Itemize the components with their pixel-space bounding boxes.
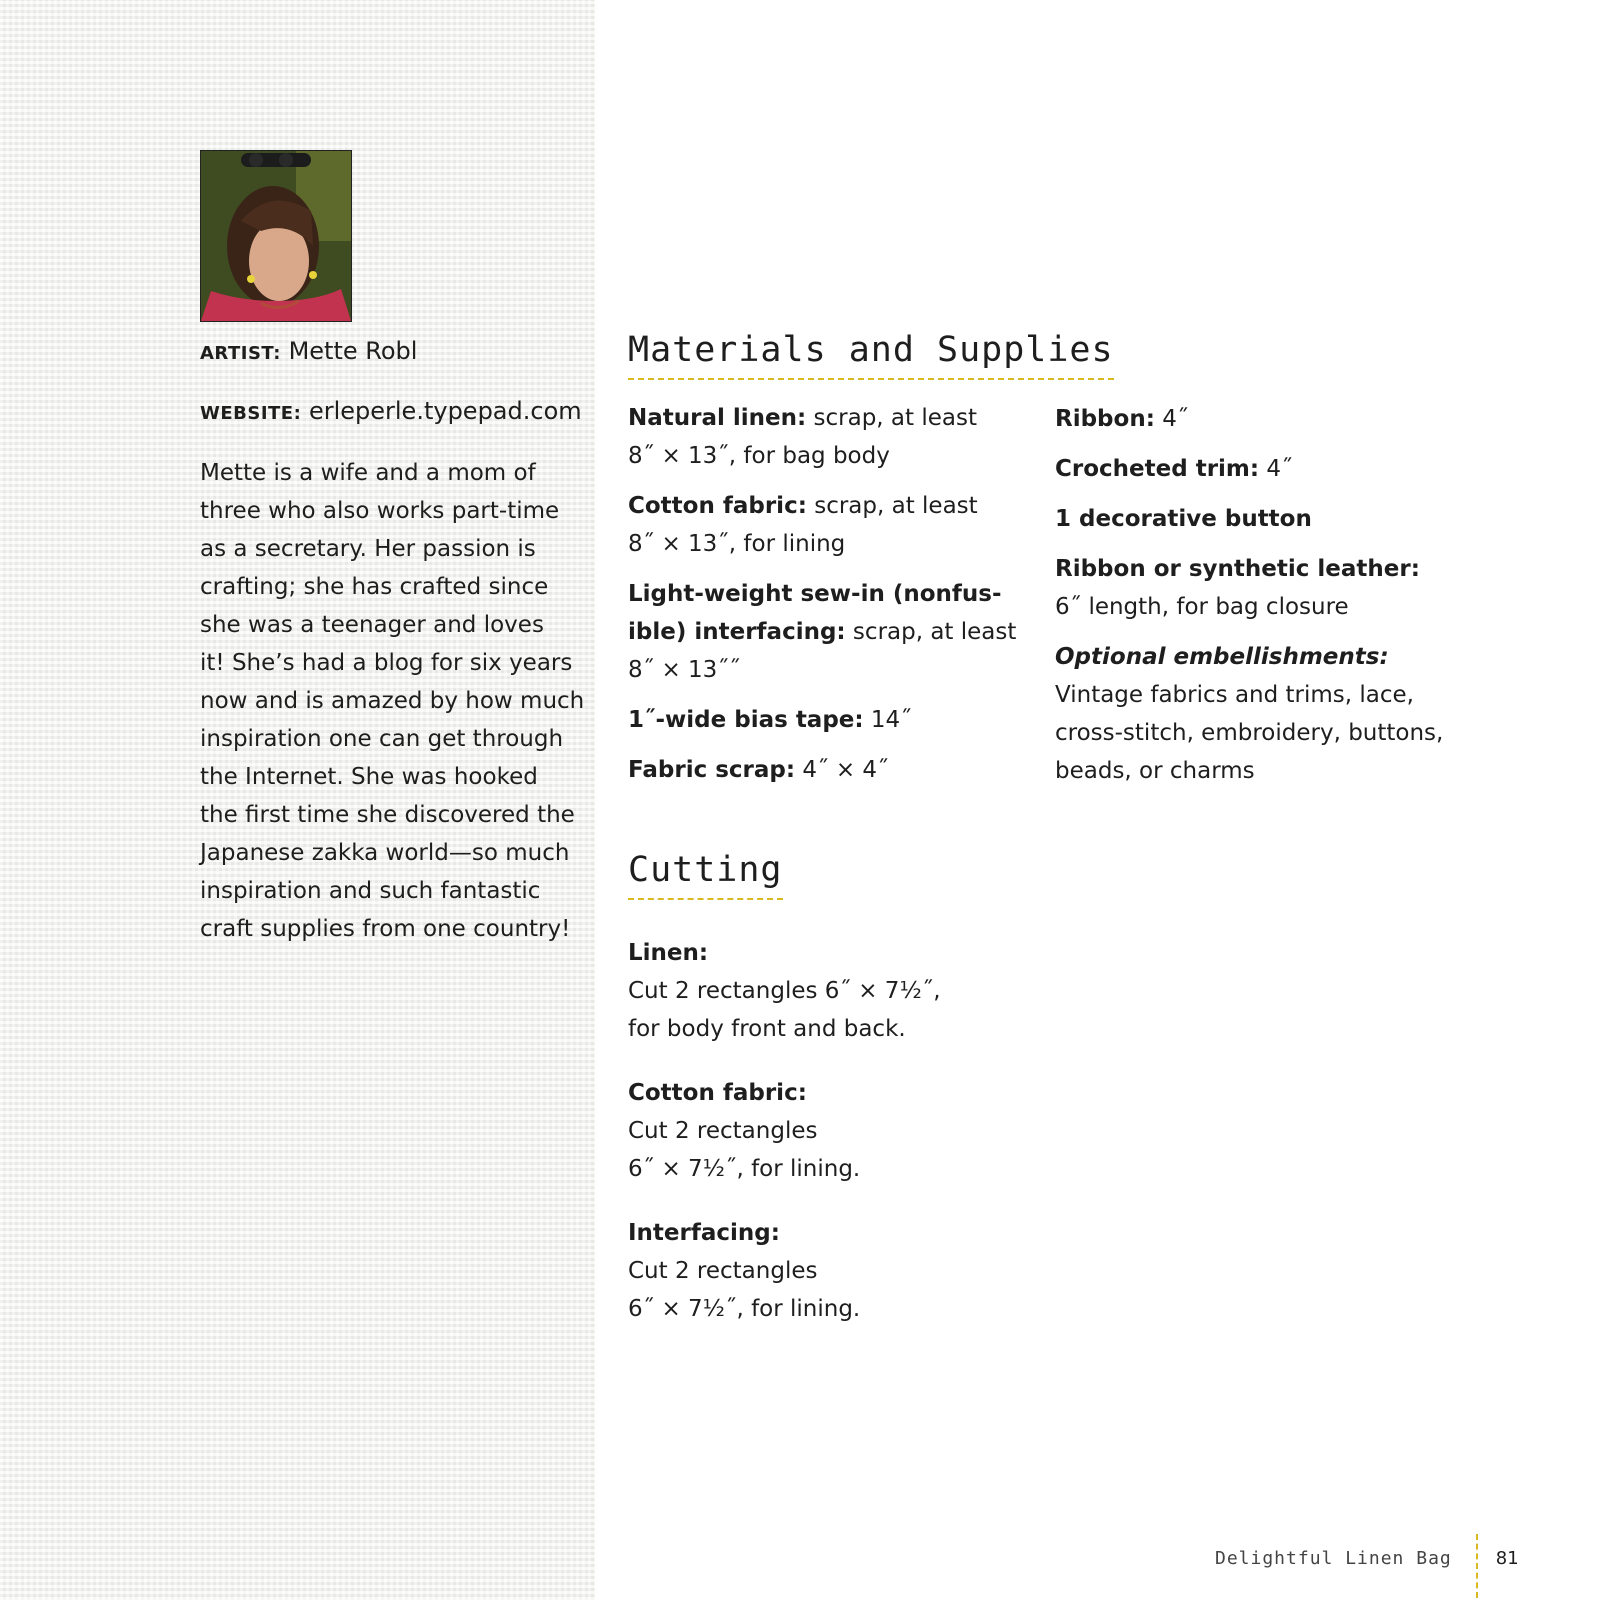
material-item	[628, 487, 1038, 563]
bio-line: crafting; she has crafted since	[200, 574, 549, 600]
cutting-detail: 6˝ × 7½˝, for lining.	[628, 1296, 861, 1322]
material-detail: scrap, at least	[845, 619, 1017, 645]
cutting-heading: Cutting	[628, 850, 783, 900]
material-label: Ribbon:	[1055, 406, 1155, 432]
material-detail: Vintage fabrics and trims, lace,	[1055, 682, 1414, 708]
material-detail: scrap, at least	[806, 493, 978, 519]
cutting-detail: 6˝ × 7½˝, for lining.	[628, 1156, 861, 1182]
portrait-illustration	[201, 151, 351, 321]
artist-bio	[200, 454, 585, 948]
website-label: WEBSITE:	[200, 403, 302, 424]
material-detail: 4˝	[1154, 406, 1189, 432]
website-link[interactable]: erleperle.typepad.com	[308, 397, 582, 425]
cutting-detail: Cut 2 rectangles	[628, 1258, 818, 1284]
material-detail: 6˝ length, for bag closure	[1055, 594, 1349, 620]
materials-list-right	[1055, 400, 1495, 802]
material-item	[1055, 550, 1495, 626]
material-label: Fabric scrap:	[628, 757, 796, 783]
material-label: Optional embellishments:	[1055, 644, 1389, 670]
artist-credit	[200, 337, 417, 365]
material-label: 1˝-wide bias tape:	[628, 707, 864, 733]
material-detail: 8˝ × 13˝, for lining	[628, 531, 846, 557]
page-footer	[1215, 1538, 1519, 1578]
cutting-detail: Cut 2 rectangles 6˝ × 7½˝,	[628, 978, 941, 1004]
bio-line: Mette is a wife and a mom of	[200, 460, 536, 486]
material-item	[628, 701, 1038, 739]
artist-sidebar	[0, 0, 595, 1600]
material-detail: 14˝	[863, 707, 912, 733]
bio-line: inspiration one can get through	[200, 726, 564, 752]
material-item	[1055, 450, 1495, 488]
cutting-detail: for body front and back.	[628, 1016, 906, 1042]
material-label: 1 decorative button	[1055, 506, 1312, 532]
materials-heading: Materials and Supplies	[628, 330, 1114, 380]
material-detail: 8˝ × 13˝˝	[628, 657, 741, 683]
artist-portrait-photo	[200, 150, 352, 322]
running-title: Delightful Linen Bag	[1215, 1547, 1452, 1569]
material-label: ible) interfacing:	[628, 619, 846, 645]
cutting-detail: Cut 2 rectangles	[628, 1118, 818, 1144]
footer-divider	[1476, 1534, 1478, 1598]
artist-name: Mette Robl	[288, 337, 418, 365]
material-item	[628, 751, 1038, 789]
material-item	[1055, 638, 1495, 790]
bio-line: Japanese zakka world—so much	[200, 840, 570, 866]
cutting-label: Cotton fabric:	[628, 1080, 807, 1106]
material-detail: scrap, at least	[806, 405, 977, 431]
material-item	[1055, 500, 1495, 538]
material-item	[628, 399, 1038, 475]
bio-line: craft supplies from one country!	[200, 916, 571, 942]
material-label: Crocheted trim:	[1055, 456, 1260, 482]
bio-line: she was a teenager and loves	[200, 612, 544, 638]
material-detail: 8˝ × 13˝, for bag body	[628, 443, 890, 469]
artist-label: ARTIST:	[200, 343, 281, 364]
material-item	[628, 575, 1038, 689]
material-detail: cross-stitch, embroidery, buttons,	[1055, 720, 1444, 746]
cutting-item	[628, 1074, 860, 1188]
material-label: Cotton fabric:	[628, 493, 807, 519]
material-item	[1055, 400, 1495, 438]
material-detail: 4˝ × 4˝	[795, 757, 889, 783]
cutting-item	[628, 934, 941, 1048]
material-label: Natural linen:	[628, 405, 807, 431]
page-number: 81	[1495, 1547, 1519, 1569]
bio-line: as a secretary. Her passion is	[200, 536, 536, 562]
bio-line: it! She’s had a blog for six years	[200, 650, 573, 676]
bio-line: now and is amazed by how much	[200, 688, 585, 714]
material-detail: 4˝	[1259, 456, 1293, 482]
bio-line: inspiration and such fantastic	[200, 878, 541, 904]
website-credit	[200, 397, 582, 425]
material-detail: beads, or charms	[1055, 758, 1255, 784]
material-label: Ribbon or synthetic leather:	[1055, 556, 1420, 582]
cutting-label: Linen:	[628, 940, 709, 966]
bio-line: the Internet. She was hooked	[200, 764, 538, 790]
material-label: Light-weight sew-in (nonfus-	[628, 581, 1002, 607]
bio-line: three who also works part-time	[200, 498, 560, 524]
materials-list-left	[628, 399, 1038, 801]
cutting-label: Interfacing:	[628, 1220, 780, 1246]
bio-line: the first time she discovered the	[200, 802, 575, 828]
cutting-item	[628, 1214, 860, 1328]
